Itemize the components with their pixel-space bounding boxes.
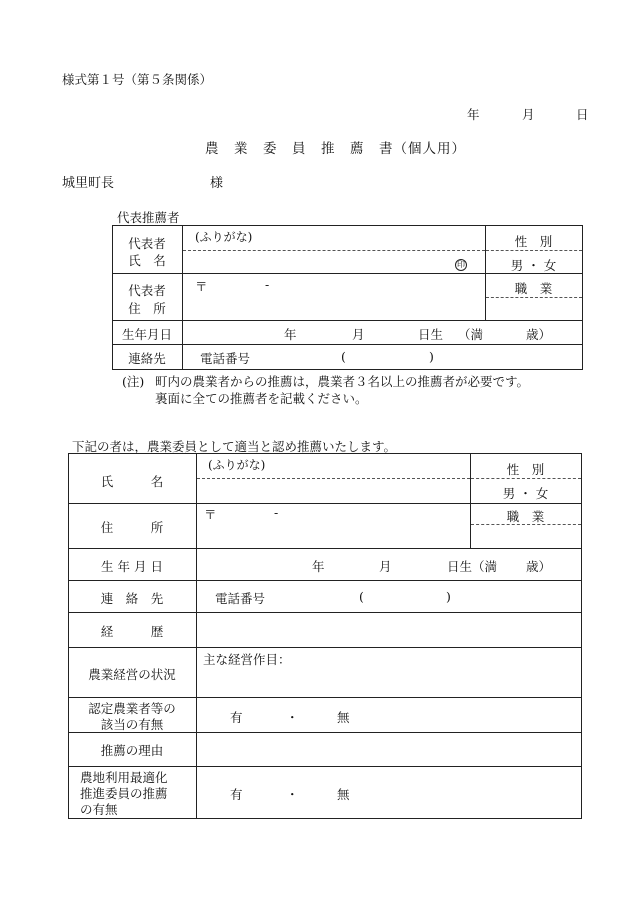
rep-phone-paren-close: ) [429, 349, 434, 364]
candidate-phone-paren-close: ) [446, 589, 451, 604]
candidate-promo-label-1: 農地利用最適化 [80, 770, 168, 785]
rep-postal-dash: - [265, 277, 270, 292]
rep-birth-month: 月 [352, 327, 365, 342]
candidate-gender-options[interactable]: 男 ・ 女 [502, 486, 549, 501]
date-month: 月 [522, 107, 535, 122]
rep-phone-label: 電話番号 [200, 351, 251, 366]
candidate-birth-label: 生 年 月 日 [101, 559, 163, 574]
candidate-age-close: 歳） [526, 559, 552, 574]
addressee-honorific: 様 [210, 176, 224, 191]
candidate-postal-mark: 〒 [204, 507, 217, 522]
rep-name-label-2: 氏 名 [128, 253, 166, 268]
rep-birth-year: 年 [284, 327, 297, 342]
candidate-phone-label: 電話番号 [215, 591, 266, 606]
rep-job-label: 職 業 [514, 281, 553, 296]
page-title: 農 業 委 員 推 薦 書（個人用） [205, 141, 466, 157]
candidate-contact-label: 連 絡 先 [100, 591, 164, 606]
candidate-cert-label-2: 該当の有無 [100, 717, 164, 732]
candidate-history-label: 経 歴 [100, 624, 164, 639]
rep-furigana: (ふりがな) [195, 230, 253, 244]
rep-gender-options[interactable]: 男 ・ 女 [510, 258, 557, 273]
candidate-postal-dash: - [274, 505, 279, 520]
rep-heading: 代表推薦者 [117, 210, 180, 225]
candidate-promo-label-3: の有無 [80, 802, 118, 817]
date-day: 日 [576, 107, 589, 122]
note-line-1: 町内の農業者からの推薦は，農業者３名以上の推薦者が必要です。 [155, 374, 530, 389]
cert-yes-option[interactable]: 有 [230, 710, 243, 725]
candidate-promo-label-2: 推進委員の推薦 [80, 786, 168, 801]
rep-addr-label-1: 代表者 [128, 283, 166, 298]
candidate-birth-year: 年 [312, 559, 325, 574]
candidate-furigana: (ふりがな) [208, 458, 266, 472]
rep-age-close: 歳） [526, 327, 552, 342]
rep-addr-label-2: 住 所 [128, 301, 166, 316]
rep-name-label-1: 代表者 [128, 236, 166, 251]
cert-separator: ・ [286, 710, 299, 725]
note-line-2: 裏面に全ての推薦者を記載ください。 [155, 391, 368, 406]
candidate-farm-label: 農業経営の状況 [88, 667, 176, 682]
candidate-phone-paren-open: ( [359, 589, 364, 604]
rep-phone-paren-open: ( [341, 349, 346, 364]
candidate-intro: 下記の者は，農業委員として適当と認め推薦いたします。 [72, 439, 397, 454]
rep-postal-mark: 〒 [195, 279, 208, 294]
addressee-name: 城里町長 [62, 176, 115, 191]
rep-birth-label: 生年月日 [121, 327, 172, 342]
candidate-gender-label: 性 別 [506, 462, 545, 477]
candidate-farm-value: 主な経営作目： [203, 652, 291, 667]
note-prefix: (注) [122, 374, 145, 389]
promo-yes-option[interactable]: 有 [230, 787, 243, 802]
cert-no-option[interactable]: 無 [337, 710, 350, 725]
rep-gender-label: 性 別 [514, 234, 553, 249]
promo-separator: ・ [286, 787, 299, 802]
rep-birth-day: 日生 [418, 327, 444, 342]
seal-icon: 印 [457, 260, 465, 269]
candidate-reason-label: 推薦の理由 [100, 743, 164, 758]
form-number: 様式第１号（第５条関係） [62, 72, 213, 87]
candidate-birth-month: 月 [379, 559, 392, 574]
candidate-birth-day: 日生（満 [447, 559, 498, 574]
candidate-addr-label: 住 所 [100, 520, 164, 535]
date-year: 年 [467, 107, 480, 122]
candidate-name-label: 氏 名 [100, 474, 164, 489]
candidate-job-label: 職 業 [506, 509, 545, 524]
rep-age-open: （満 [458, 327, 484, 342]
promo-no-option[interactable]: 無 [337, 787, 350, 802]
rep-contact-label: 連絡先 [128, 351, 166, 366]
candidate-cert-label-1: 認定農業者等の [88, 701, 176, 716]
